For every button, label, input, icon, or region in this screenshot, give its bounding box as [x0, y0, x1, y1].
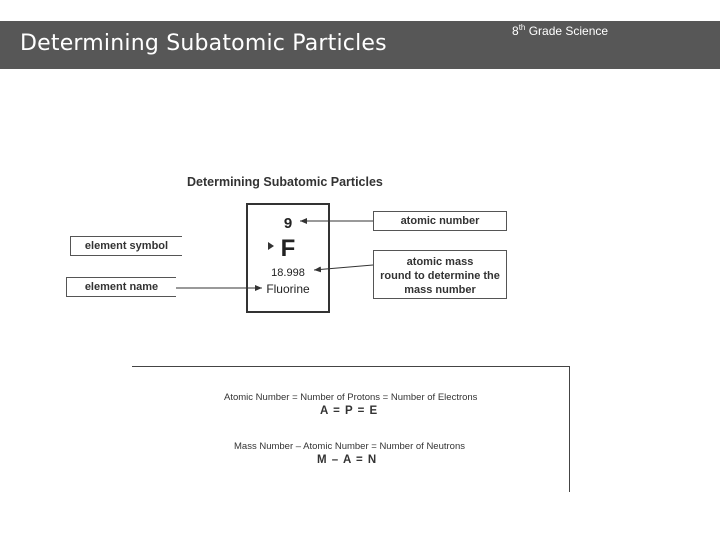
- tile-symbol: F: [280, 235, 296, 262]
- atomic-mass-label-line2: round to determine the: [380, 270, 500, 282]
- element-symbol-label: element symbol: [70, 236, 182, 256]
- formula-atomic-number-text: Atomic Number = Number of Protons = Number of Electrons: [224, 392, 478, 403]
- atomic-mass-label-line1: atomic mass: [406, 256, 474, 268]
- formula-atomic-number-eq: A = P = E: [320, 405, 379, 417]
- atomic-mass-arrow: [314, 265, 373, 270]
- formula-box: [132, 366, 570, 492]
- diagram-title: Determining Subatomic Particles: [187, 175, 383, 189]
- tile-element-name: Fluorine: [266, 282, 310, 296]
- atomic-number-label: atomic number: [373, 211, 507, 231]
- slide-title: Determining Subatomic Particles: [20, 31, 387, 56]
- element-symbol-pointer: [268, 242, 274, 250]
- grade-subject: Grade Science: [525, 24, 609, 38]
- formula-neutrons-eq: M – A = N: [317, 454, 378, 466]
- grade-ordinal: th: [518, 23, 526, 32]
- grade-number: 8: [512, 24, 519, 38]
- formula-neutrons-text: Mass Number – Atomic Number = Number of Neutrons: [234, 441, 465, 452]
- atomic-mass-label-line3: mass number: [404, 284, 476, 296]
- tile-atomic-mass: 18.998: [271, 267, 305, 279]
- element-name-label: element name: [66, 277, 176, 297]
- tile-atomic-number: 9: [283, 215, 293, 232]
